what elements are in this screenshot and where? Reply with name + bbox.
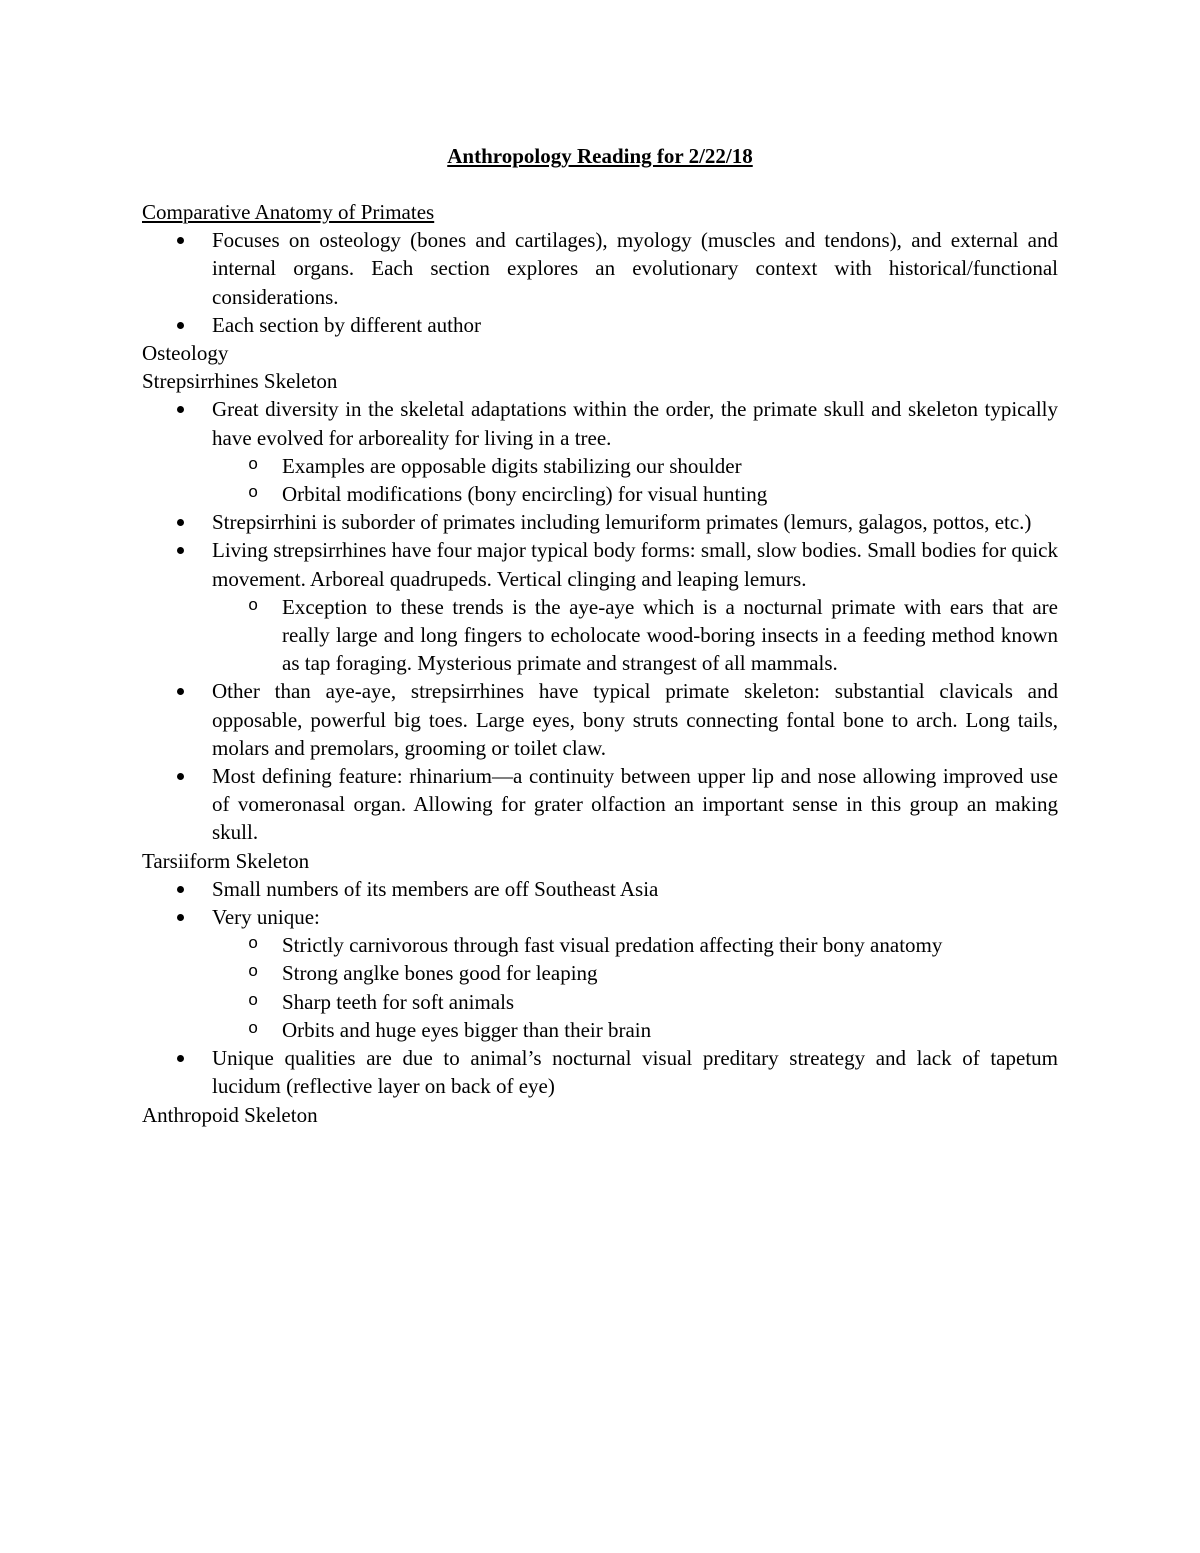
list-item: Focuses on osteology (bones and cartilages), myology (muscles and tendons), and external and internal organs. Each section explores an evolutionary context with historical/functional considerations. — [142, 226, 1058, 311]
section-heading-comparative-anatomy: Comparative Anatomy of Primates — [142, 200, 435, 224]
list-item: Unique qualities are due to animal’s nocturnal visual preditary streategy and lack of tapetum lucidum (reflective layer on back of eye) — [142, 1044, 1058, 1100]
section-heading-tarsiiform: Tarsiiform Skeleton — [142, 848, 310, 873]
list-item: Living strepsirrhines have four major typical body forms: small, slow bodies. Small bodies for quick movement. Arboreal quadrupeds. Vertical clinging and leaping lemurs. — [142, 536, 1058, 592]
sub-list-item: o Strong anglke bones good for leaping — [142, 959, 1058, 987]
list-item: Other than aye-aye, strepsirrhines have typical primate skeleton: substantial clavicals and opposable, powerful big toes. Large eyes, bony struts connecting fontal bone to arch. Long tails, molars and premolars, grooming or toilet claw. — [142, 677, 1058, 762]
sub-list-item: o Orbital modifications (bony encircling) for visual hunting — [142, 480, 1058, 508]
sub-list-item: o Examples are opposable digits stabilizing our shoulder — [142, 452, 1058, 480]
document-body — [142, 198, 1058, 1129]
list-item: Very unique: — [142, 903, 1058, 931]
list-item: Each section by different author — [142, 311, 1058, 339]
bullet-list-comparative — [142, 226, 1058, 339]
sub-list-item: o Sharp teeth for soft animals — [142, 988, 1058, 1016]
bullet-list-tarsiiform — [142, 875, 1058, 1101]
sub-list-item: o Strictly carnivorous through fast visual predation affecting their bony anatomy — [142, 931, 1058, 959]
section-heading-osteology: Osteology — [142, 341, 229, 366]
list-item: Most defining feature: rhinarium—a continuity between upper lip and nose allowing improved use of vomeronasal organ. Allowing for grater olfaction an important sense in this group an making skull. — [142, 762, 1058, 847]
section-heading-strepsirrhines: Strepsirrhines Skeleton — [142, 369, 338, 394]
list-item: Strepsirrhini is suborder of primates including lemuriform primates (lemurs, galagos, pottos, etc.) — [142, 508, 1058, 536]
list-item: Great diversity in the skeletal adaptations within the order, the primate skull and skeleton typically have evolved for arboreality for living in a tree. — [142, 395, 1058, 451]
document-title: Anthropology Reading for 2/22/18 — [447, 144, 753, 168]
sub-list-item: o Exception to these trends is the aye-aye which is a nocturnal primate with ears that are really large and long fingers to echolocate wood-boring insects in a feeding method known as tap foraging. Mysterious primate and strangest of all mammals. — [142, 593, 1058, 678]
bullet-list-strepsirrhines — [142, 395, 1058, 846]
sub-list-item: o Orbits and huge eyes bigger than their brain — [142, 1016, 1058, 1044]
section-heading-anthropoid: Anthropoid Skeleton — [142, 1102, 318, 1127]
list-item: Small numbers of its members are off Southeast Asia — [142, 875, 1058, 903]
